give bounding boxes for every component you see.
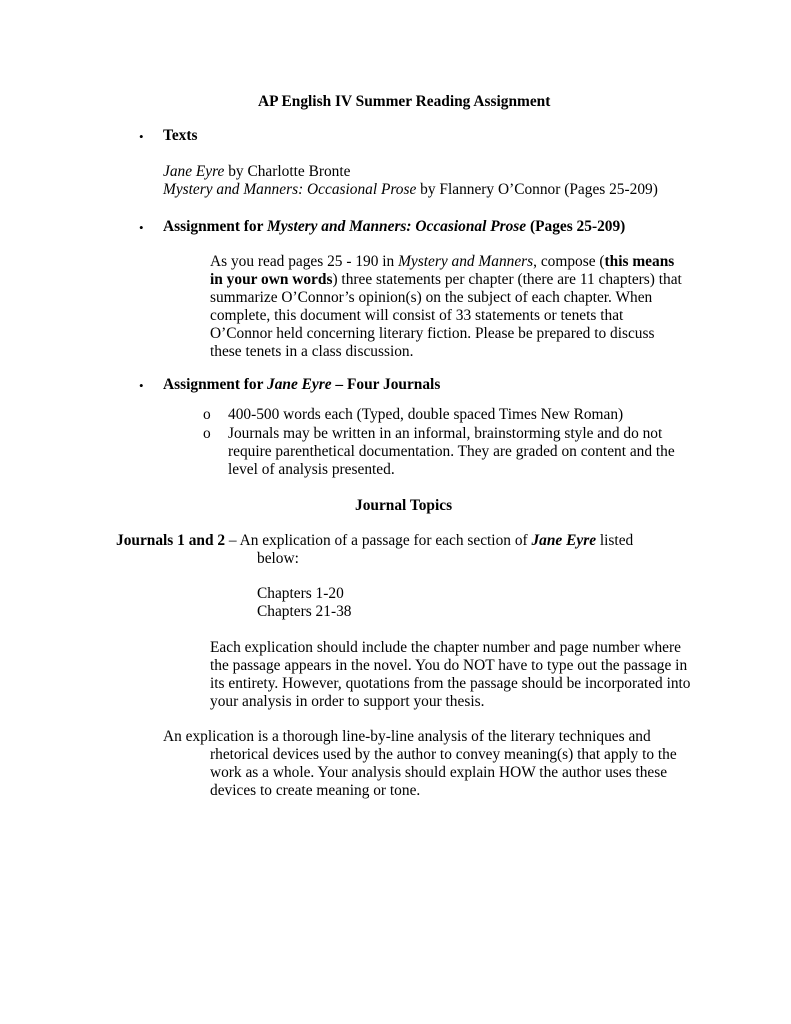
je-item-style: Journals may be written in an informal, brainstorming style and do not require parenthetical documentation. They are graded on content and the level of analysis presented. <box>228 425 675 478</box>
chapters-range-1: Chapters 1-20 <box>257 585 344 602</box>
heading-title: Mystery and Manners: Occasional Prose <box>267 218 527 235</box>
paragraph-text: , compose ( <box>533 253 605 270</box>
journals-1-2-line <box>116 532 633 550</box>
book-line-mystery-manners <box>163 181 658 199</box>
heading-suffix: (Pages 25-209) <box>526 218 626 235</box>
chapters-range-2: Chapters 21-38 <box>257 603 352 620</box>
sub-bullet-icon: o <box>203 406 211 423</box>
book-title: Jane Eyre <box>163 163 225 180</box>
heading-suffix: – Four Journals <box>331 376 441 393</box>
paragraph-title: Mystery and Manners <box>398 253 534 270</box>
bullet-icon: • <box>139 220 144 235</box>
journals-1-2-continuation: below: <box>257 550 299 567</box>
je-item-word-count: 400-500 words each (Typed, double spaced Times New Roman) <box>228 406 624 423</box>
document-title: AP English IV Summer Reading Assignment <box>258 93 551 110</box>
book-author: by Charlotte Bronte <box>224 163 351 180</box>
texts-heading: Texts <box>163 127 198 144</box>
paragraph-emphasis: this means in your own words <box>210 253 675 288</box>
je-assignment-heading <box>163 376 440 394</box>
journals-text: – An explication of a passage for each section of <box>225 532 532 549</box>
heading-prefix: Assignment for <box>163 376 268 393</box>
mm-assignment-heading <box>163 218 625 236</box>
journal-topics-heading: Journal Topics <box>355 497 453 514</box>
definition-paragraph: rhetorical devices used by the author to convey meaning(s) that apply to the work as a whole. Your analysis should explain HOW the author uses these devices to create meaning or tone. <box>210 746 677 799</box>
paragraph-text: ) three statements per chapter (there are 11 chapters) that summarize O’Connor’s opinion(s) on the subject of each chapter. When complete, this document will consist of 33 statements or tenets that O’Connor held concerning literary fiction. Please be prepared to discuss these tenets in a class discussion. <box>210 271 682 360</box>
mm-assignment-paragraph <box>210 253 682 361</box>
book-author: by Flannery O’Connor (Pages 25-209) <box>416 181 658 198</box>
definition-first-line: An explication is a thorough line-by-line analysis of the literary techniques and <box>163 728 651 745</box>
explication-paragraph: Each explication should include the chapter number and page number where the passage appears in the novel. You do NOT have to type out the passage in its entirety. However, quotations from the passage should be incorporated into your analysis in order to support your thesis. <box>210 639 691 710</box>
journals-text-end: listed <box>596 532 634 549</box>
sub-bullet-icon: o <box>203 425 211 442</box>
journals-book: Jane Eyre <box>531 532 597 549</box>
book-line-jane-eyre <box>163 163 350 181</box>
bullet-icon: • <box>139 378 144 393</box>
paragraph-text: As you read pages 25 - 190 in <box>210 253 399 270</box>
book-title: Mystery and Manners: Occasional Prose <box>163 181 417 198</box>
bullet-icon: • <box>139 129 144 144</box>
heading-prefix: Assignment for <box>163 218 268 235</box>
heading-title: Jane Eyre <box>267 376 332 393</box>
journals-label: Journals 1 and 2 <box>116 532 226 549</box>
